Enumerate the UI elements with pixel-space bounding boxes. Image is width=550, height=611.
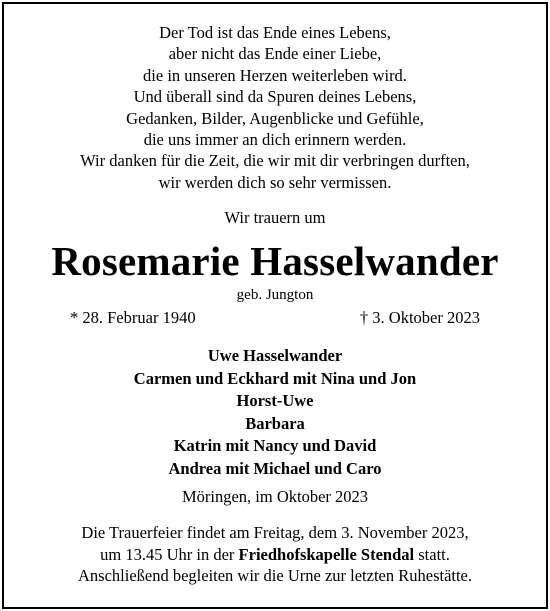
deceased-name: Rosemarie Hasselwander: [51, 238, 499, 284]
family-member: Uwe Hasselwander: [207, 346, 343, 365]
poem-line: die uns immer an dich erinnern werden.: [143, 130, 407, 150]
family-member: Andrea mit Michael und Caro: [168, 458, 382, 478]
funeral-time-text: um 13.45 Uhr in der: [100, 544, 239, 564]
poem-line: Gedanken, Bilder, Augenblicke und Gefühle,: [126, 108, 424, 128]
funeral-line-1: Die Trauerfeier findet am Freitag, dem 3. November 2023,: [81, 523, 469, 542]
funeral-line-3: Anschließend begleiten wir die Urne zur letzten Ruhestätte.: [77, 566, 473, 586]
funeral-line-2: [4, 544, 546, 566]
funeral-line-2-end: statt.: [414, 544, 450, 564]
poem-line: die in unseren Herzen weiterleben wird.: [143, 65, 407, 85]
birth-name: geb. Jungton: [236, 287, 314, 303]
family-member: Horst-Uwe: [236, 391, 314, 410]
funeral-info: [4, 522, 546, 587]
funeral-location: Friedhofskapelle Stendal: [238, 544, 415, 564]
place-and-date: Möringen, im Oktober 2023: [181, 487, 369, 506]
death-date: † 3. Oktober 2023: [359, 308, 480, 327]
family-member: Carmen und Eckhard mit Nina und Jon: [133, 368, 417, 388]
poem-line: wir werden dich so sehr vermissen.: [158, 172, 392, 192]
poem-line: Der Tod ist das Ende eines Lebens,: [159, 23, 391, 42]
poem: [4, 22, 546, 193]
obituary-notice: [2, 2, 548, 609]
poem-line: Und überall sind da Spuren deines Lebens,: [133, 87, 417, 107]
birth-date: * 28. Februar 1940: [70, 308, 196, 327]
poem-line: aber nicht das Ende einer Liebe,: [168, 44, 382, 64]
family-member: Barbara: [245, 413, 305, 433]
mourning-line: Wir trauern um: [224, 208, 326, 227]
family-member: Katrin mit Nancy und David: [173, 436, 377, 455]
poem-line: Wir danken für die Zeit, die wir mit dir verbringen durften,: [80, 151, 470, 171]
family-list: [4, 345, 546, 480]
